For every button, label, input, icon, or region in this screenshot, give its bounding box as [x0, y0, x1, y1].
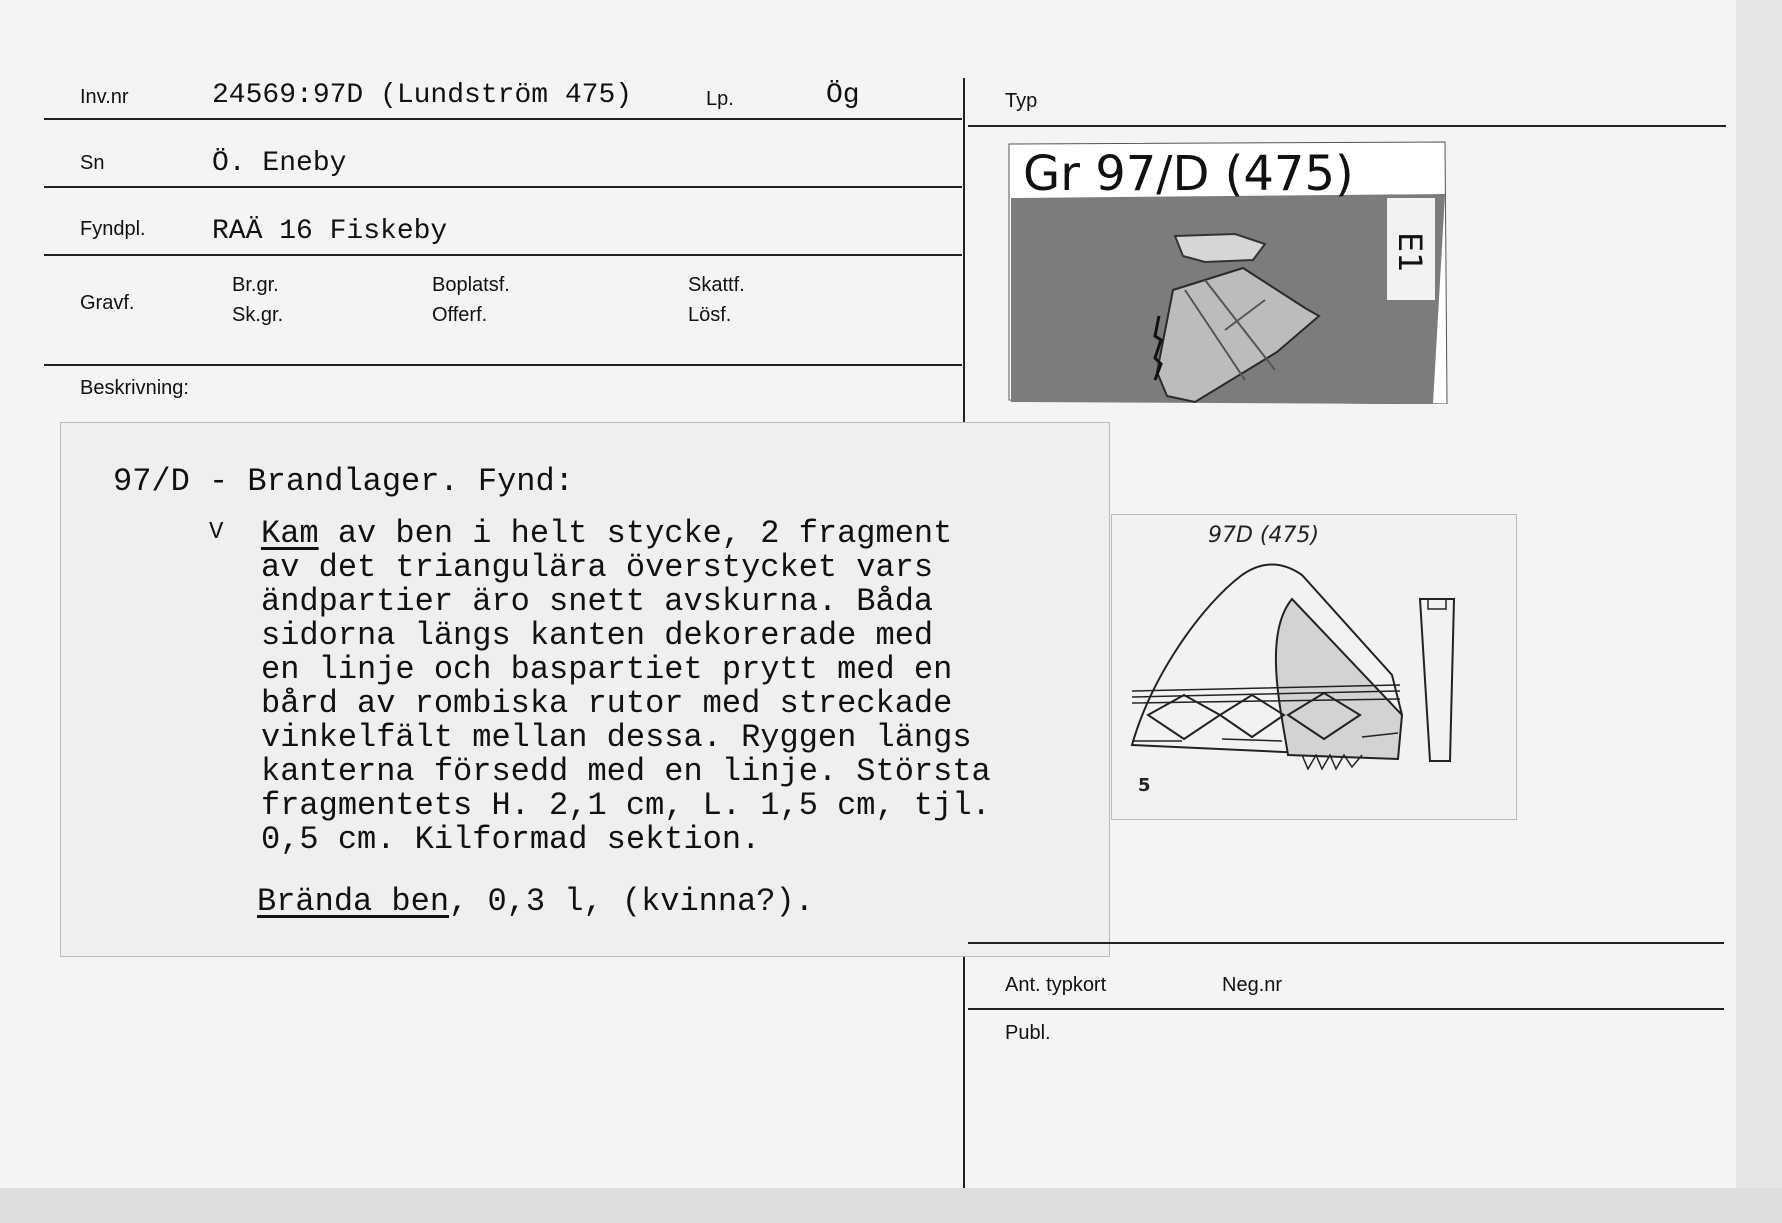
inv-label: Inv.nr [80, 86, 129, 108]
sn-label: Sn [80, 152, 105, 174]
losf-label: Lösf. [688, 304, 732, 326]
lp-value: Ög [826, 80, 860, 111]
description-last-line [257, 883, 814, 920]
typ-divider [968, 125, 1726, 127]
description-line-9: fragmentets H. 2,1 cm, L. 1,5 cm, tjl. [261, 787, 991, 824]
skgr-label: Sk.gr. [232, 304, 284, 326]
lp-label: Lp. [706, 88, 734, 110]
skattf-label: Skattf. [688, 274, 745, 296]
inv-value: 24569:97D (Lundström 475) [212, 80, 633, 111]
comb-drawing [1112, 515, 1516, 819]
brgr-label: Br.gr. [232, 274, 279, 296]
find-term-burnt-bone: Brända ben [257, 883, 450, 920]
description-line-1 [261, 515, 952, 552]
beskrivning-label: Beskrivning: [80, 377, 189, 399]
scan-edge-right [1736, 0, 1782, 1223]
description-line-4: sidorna längs kanten dekorerade med [261, 617, 934, 654]
gravf-label: Gravf. [80, 292, 135, 314]
row-divider [44, 118, 962, 120]
artifact-drawing [1111, 514, 1517, 820]
line-1-text: av ben i helt stycke, 2 fragment [318, 515, 953, 552]
row-divider [44, 254, 962, 256]
description-line-5: en linje och baspartiet prytt med en [261, 651, 953, 688]
ant-typkort-label: Ant. typkort [1005, 974, 1107, 996]
description-line-3: ändpartier äro snett avskurna. Båda [261, 583, 934, 620]
description-line-2: av det triangulära överstycket vars [261, 549, 934, 586]
description-line-8: kanterna försedd med en linje. Största [261, 753, 991, 790]
description-slip [60, 422, 1110, 957]
boplatsf-label: Boplatsf. [432, 274, 510, 296]
check-mark: V [209, 519, 224, 546]
find-term-comb: Kam [261, 515, 319, 552]
fyndpl-value: RAÄ 16 Fiskeby [212, 216, 448, 247]
photo-side-label: E1 [1391, 232, 1429, 273]
last-line-text: , 0,3 l, (kvinna?). [449, 883, 814, 920]
typ-label: Typ [1005, 90, 1038, 112]
row-divider [44, 186, 962, 188]
fyndpl-label: Fyndpl. [80, 218, 146, 240]
publ-label: Publ. [1005, 1022, 1051, 1044]
footer-divider [968, 942, 1724, 944]
photo-label: Gr 97/D (475) [1023, 146, 1354, 202]
description-line-7: vinkelfält mellan dessa. Ryggen längs [261, 719, 972, 756]
drawing-caption: 97D (475) [1208, 523, 1320, 548]
negnr-label: Neg.nr [1222, 974, 1283, 996]
sn-value: Ö. Eneby [212, 148, 347, 179]
footer-divider [968, 1008, 1724, 1010]
offerf-label: Offerf. [432, 304, 488, 326]
description-line-6: bård av rombiska rutor med streckade [261, 685, 953, 722]
description-line-10: 0,5 cm. Kilformad sektion. [261, 821, 761, 858]
description-header: 97/D - Brandlager. Fynd: [113, 463, 574, 500]
artifact-photo [1005, 140, 1451, 404]
scan-edge-bottom [0, 1188, 1782, 1223]
drawing-number: 5 [1138, 775, 1151, 796]
row-divider [44, 364, 962, 366]
